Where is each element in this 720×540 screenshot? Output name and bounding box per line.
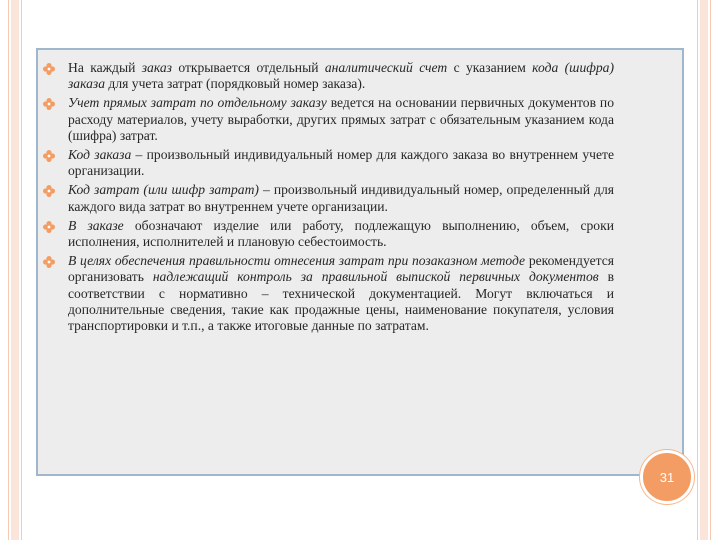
italic-term: заказ <box>141 60 172 75</box>
italic-term: Код затрат (или шифр затрат) <box>68 182 259 198</box>
bullet-item <box>38 182 682 214</box>
flower-bullet-icon <box>43 185 55 197</box>
flower-bullet-icon <box>43 98 55 110</box>
right-margin-stripe <box>700 0 708 540</box>
right-margin-line-inner <box>697 0 698 540</box>
italic-term: Код заказа <box>68 147 132 163</box>
italic-term: надлежащий контроль за правильной выпиской первичных документов <box>152 269 599 285</box>
bullet-item <box>38 60 682 92</box>
flower-bullet-icon <box>43 150 55 162</box>
text-segment: На каждый <box>68 60 142 75</box>
italic-term: аналитический счет <box>324 60 448 75</box>
bullet-item <box>38 218 682 250</box>
bullet-item <box>38 147 682 179</box>
text-segment: с указанием <box>447 60 533 75</box>
italic-term: кода (шифра) заказа <box>68 60 615 92</box>
bullet-text <box>68 60 614 92</box>
flower-bullet-icon <box>43 63 55 75</box>
text-segment: – произвольный индивидуальный номер для каждого заказа во внутреннем учете организации. <box>68 147 615 179</box>
page-number: 31 <box>659 469 675 485</box>
bullet-text <box>68 95 614 144</box>
text-segment: в соответствии с нормативно – технической документацией. Могут включаться и дополнительные сведения, такие как продажные цены, наименование покупателя, условия транспортировки и т.п., а также итоговые данные по затратам. <box>68 269 614 334</box>
italic-term: Учет прямых затрат по отдельному заказу <box>68 95 327 111</box>
margin-line-left <box>8 0 9 540</box>
content-box <box>36 48 684 476</box>
bullet-text <box>68 253 614 334</box>
text-segment: обозначают изделие или работу, подлежащую выполнению, объем, сроки исполнения, исполнителей и плановую себестоимость. <box>68 217 614 250</box>
bullet-item <box>38 253 682 334</box>
flower-bullet-icon <box>43 256 55 268</box>
italic-term: В целях обеспечения правильности отнесения затрат при позаказном методе <box>68 253 526 269</box>
italic-term: В заказе <box>68 217 124 233</box>
bullet-text <box>68 147 614 179</box>
text-segment: открывается отдельный <box>171 60 325 75</box>
text-segment: рекомендуется организовать <box>68 253 614 285</box>
bullet-list <box>38 60 682 337</box>
margin-line-right <box>21 0 22 540</box>
bullet-item <box>38 95 682 144</box>
margin-stripe <box>11 0 19 540</box>
right-margin-line-outer <box>710 0 711 540</box>
bullet-text <box>68 218 614 250</box>
bullet-text <box>68 182 614 214</box>
text-segment: для учета затрат (порядковый номер заказа). <box>105 76 366 92</box>
page-number-badge <box>640 450 694 504</box>
flower-bullet-icon <box>43 221 55 233</box>
text-segment: – произвольный индивидуальный номер, определенный для каждого вида затрат во внутреннем учете организации. <box>68 182 615 214</box>
text-segment: ведется на основании первичных документов по расходу материалов, учету выработки, других прямых затрат с обязательным указанием кода (шифра) затрат. <box>68 95 614 143</box>
